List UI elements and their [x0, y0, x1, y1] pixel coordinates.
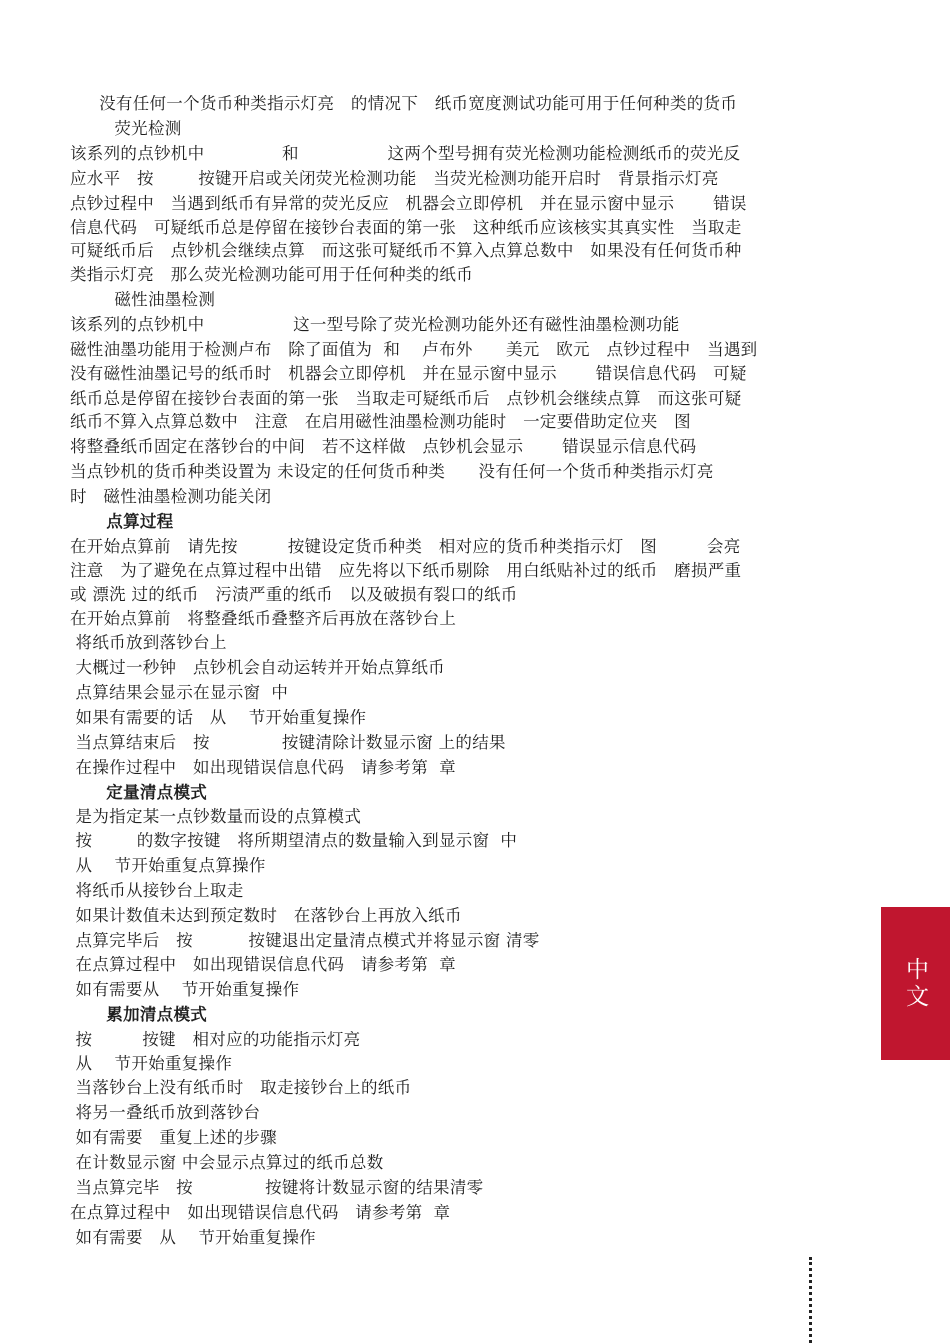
text-line: 点钞过程中 当遇到纸币有异常的荧光反应 机器会立即停机 并在显示窗中显示 错误 [70, 194, 747, 213]
step-item: 当落钞台上没有纸币时 取走接钞台上的纸币 [70, 1078, 412, 1097]
step-item: 从 节开始重复点算操作 [70, 856, 266, 875]
text-line: 在开始点算前 请先按 按键设定货币种类 相对应的货币种类指示灯 图 会亮 [70, 537, 741, 556]
text-line: 应水平 按 按键开启或关闭荧光检测功能 当荧光检测功能开启时 背景指示灯亮 [70, 169, 719, 188]
text-line: 类指示灯亮 那么荧光检测功能可用于任何种类的纸币 [70, 265, 474, 284]
text-line: 磁性油墨功能用于检测卢布 除了面值为 和 卢布外 美元 欧元 点钞过程中 当遇到 [70, 340, 758, 359]
step-item: 当点算结束后 按 按键清除计数显示窗 上的结果 [70, 733, 506, 752]
step-item: 在计数显示窗 中会显示点算过的纸币总数 [70, 1153, 384, 1172]
step-item: 在操作过程中 如出现错误信息代码 请参考第 章 [70, 758, 456, 777]
text-line: 该系列的点钞机中 和 这两个型号拥有荧光检测功能检测纸币的荧光反 [70, 144, 741, 163]
text-line: 当点钞机的货币种类设置为 未设定的任何货币种类 没有任何一个货币种类指示灯亮 [70, 462, 714, 481]
text-line: 纸币不算入点算总数中 注意 在启用磁性油墨检测功能时 一定要借助定位夹 图 [70, 412, 691, 431]
step-item: 如有需要 重复上述的步骤 [70, 1128, 277, 1147]
step-item: 点算完毕后 按 按键退出定量清点模式并将显示窗 清零 [70, 931, 540, 950]
text-line: 纸币总是停留在接钞台表面的第一张 当取走可疑纸币后 点钞机会继续点算 而这张可疑 [70, 389, 742, 408]
text-line: 可疑纸币后 点钞机会继续点算 而这张可疑纸币不算入点算总数中 如果没有任何货币种 [70, 241, 742, 260]
step-item: 将纸币从接钞台上取走 [70, 881, 244, 900]
step-item: 按 的数字按键 将所期望清点的数量输入到显示窗 中 [70, 831, 518, 850]
text-line: 将整叠纸币固定在落钞台的中间 若不这样做 点钞机会显示 错误显示信息代码 [70, 437, 697, 456]
text-line: 该系列的点钞机中 这一型号除了荧光检测功能外还有磁性油墨检测功能 [70, 315, 680, 334]
dotted-cut-line [809, 1257, 812, 1343]
step-item: 如果有需要的话 从 节开始重复操作 [70, 708, 367, 727]
text-line: 没有磁性油墨记号的纸币时 机器会立即停机 并在显示窗中显示 错误信息代码 可疑 [70, 364, 747, 383]
step-item: 如有需要从 节开始重复操作 [70, 980, 300, 999]
step-item: 将纸币放到落钞台上 [70, 633, 227, 652]
text-line: 注意 为了避免在点算过程中出错 应先将以下纸币剔除 用白纸贴补过的纸币 磨损严重 [70, 561, 742, 580]
step-item: 当点算完毕 按 按键将计数显示窗的结果清零 [70, 1178, 484, 1197]
text-line: 时 磁性油墨检测功能关闭 [70, 487, 272, 506]
text-line: 是为指定某一点钞数量而设的点算模式 [70, 807, 362, 826]
step-item: 按 按键 相对应的功能指示灯亮 [70, 1030, 361, 1049]
step-item: 如果计数值未达到预定数时 在落钞台上再放入纸币 [70, 906, 462, 925]
language-tab-label: 中文 [902, 956, 928, 1011]
section-heading: 点算过程 [70, 512, 174, 531]
text-line: 或 漂洗 过的纸币 污渍严重的纸币 以及破损有裂口的纸币 [70, 585, 518, 604]
step-item: 在点算过程中 如出现错误信息代码 请参考第 章 [70, 955, 456, 974]
step-item: 大概过一秒钟 点钞机会自动运转并开始点算纸币 [70, 658, 445, 677]
step-item: 将另一叠纸币放到落钞台 [70, 1103, 261, 1122]
step-item: 如有需要 从 节开始重复操作 [70, 1228, 316, 1247]
section-heading: 荧光检测 [70, 119, 182, 138]
step-item: 在点算过程中 如出现错误信息代码 请参考第 章 [70, 1203, 451, 1222]
section-heading: 累加清点模式 [70, 1005, 208, 1024]
section-heading: 磁性油墨检测 [70, 290, 216, 309]
step-item: 点算结果会显示在显示窗 中 [70, 683, 289, 702]
section-heading: 定量清点模式 [70, 783, 208, 802]
text-line: 在开始点算前 将整叠纸币叠整齐后再放在落钞台上 [70, 609, 457, 628]
text-line: 没有任何一个货币种类指示灯亮 的情况下 纸币宽度测试功能可用于任何种类的货币 [88, 94, 738, 113]
language-tab [881, 907, 950, 1060]
text-line: 信息代码 可疑纸币总是停留在接钞台表面的第一张 这种纸币应该核实其真实性 当取走 [70, 218, 742, 237]
step-item: 从 节开始重复操作 [70, 1054, 233, 1073]
